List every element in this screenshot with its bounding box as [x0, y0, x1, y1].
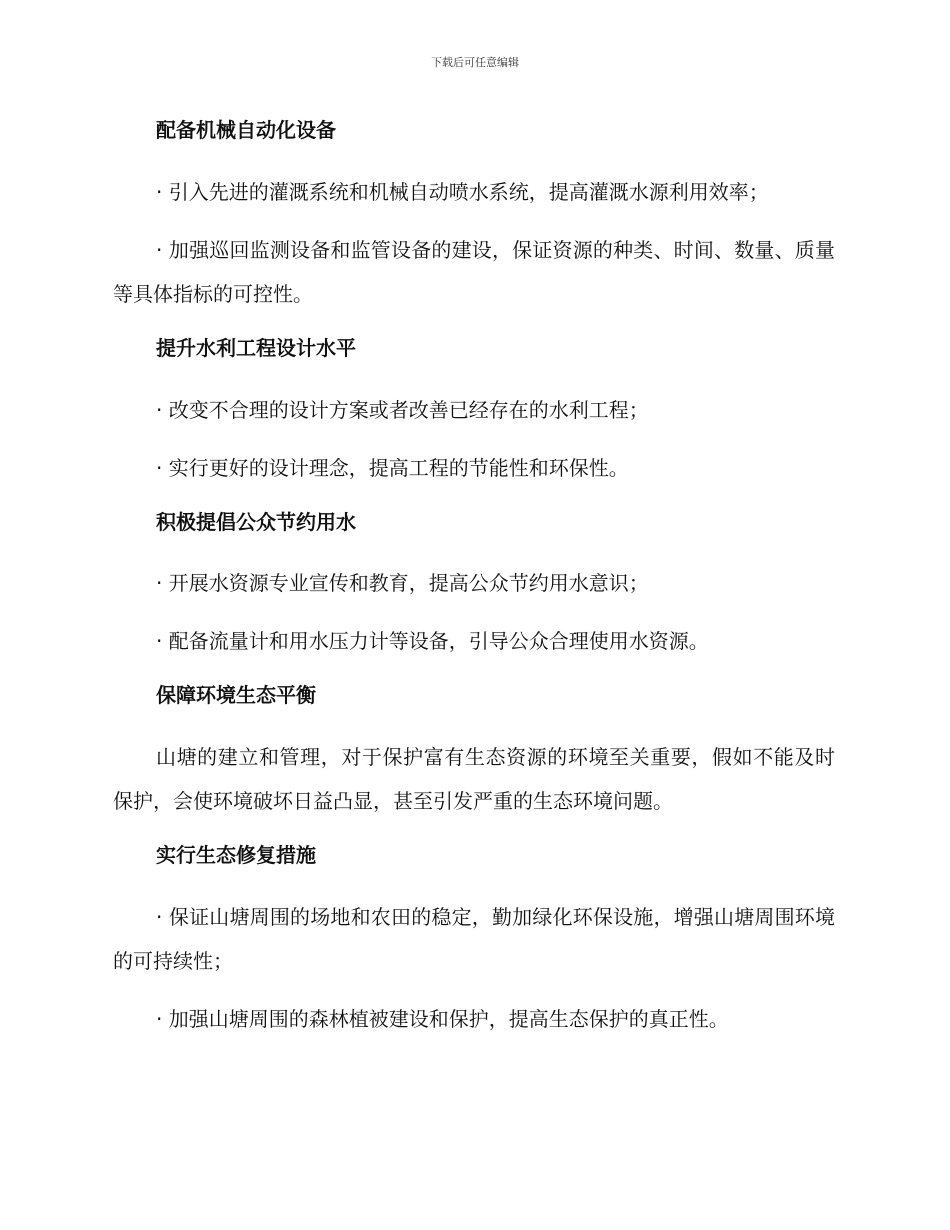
bullet-paragraph: · 引入先进的灌溉系统和机械自动喷水系统，提高灌溉水源利用效率；: [156, 179, 769, 204]
document-body: [113, 112, 835, 1055]
section-water-saving: [113, 504, 835, 664]
body-paragraph: 山塘的建立和管理，对于保护富有生态资源的环境至关重要，假如不能及时保护，会使环境破坏日益凸显，甚至引发严重的生态环境问题。: [113, 744, 835, 813]
bullet-paragraph: · 改变不合理的设计方案或者改善已经存在的水利工程；: [156, 397, 649, 422]
section-heading: 提升水利工程设计水平: [156, 336, 356, 360]
section-heading: 配备机械自动化设备: [156, 118, 336, 142]
header-note: 下载后可任意编辑: [431, 56, 519, 69]
section-mechanization: [113, 112, 835, 317]
bullet-paragraph: · 配备流量计和用水压力计等设备，引导公众合理使用水资源。: [156, 629, 709, 653]
bullet-paragraph: · 加强山塘周围的森林植被建设和保护，提高生态保护的真正性。: [156, 1007, 729, 1031]
bullet-paragraph: · 加强巡回监测设备和监管设备的建设，保证资源的种类、时间、数量、质量等具体指标的可控性。: [113, 237, 835, 306]
bullet-paragraph: · 开展水资源专业宣传和教育，提高公众节约用水意识；: [156, 571, 649, 595]
bullet-paragraph: · 保证山塘周围的场地和农田的稳定，勤加绿化环保设施，增强山塘周围环境的可持续性；: [113, 904, 835, 973]
section-design-level: [113, 330, 835, 490]
bullet-paragraph: · 实行更好的设计理念，提高工程的节能性和环保性。: [156, 455, 629, 480]
section-heading: 保障环境生态平衡: [156, 683, 316, 707]
section-heading: 实行生态修复措施: [156, 843, 316, 867]
section-ecological-balance: [113, 677, 835, 824]
section-heading: 积极提倡公众节约用水: [156, 509, 356, 534]
section-ecological-restoration: [113, 837, 835, 1042]
